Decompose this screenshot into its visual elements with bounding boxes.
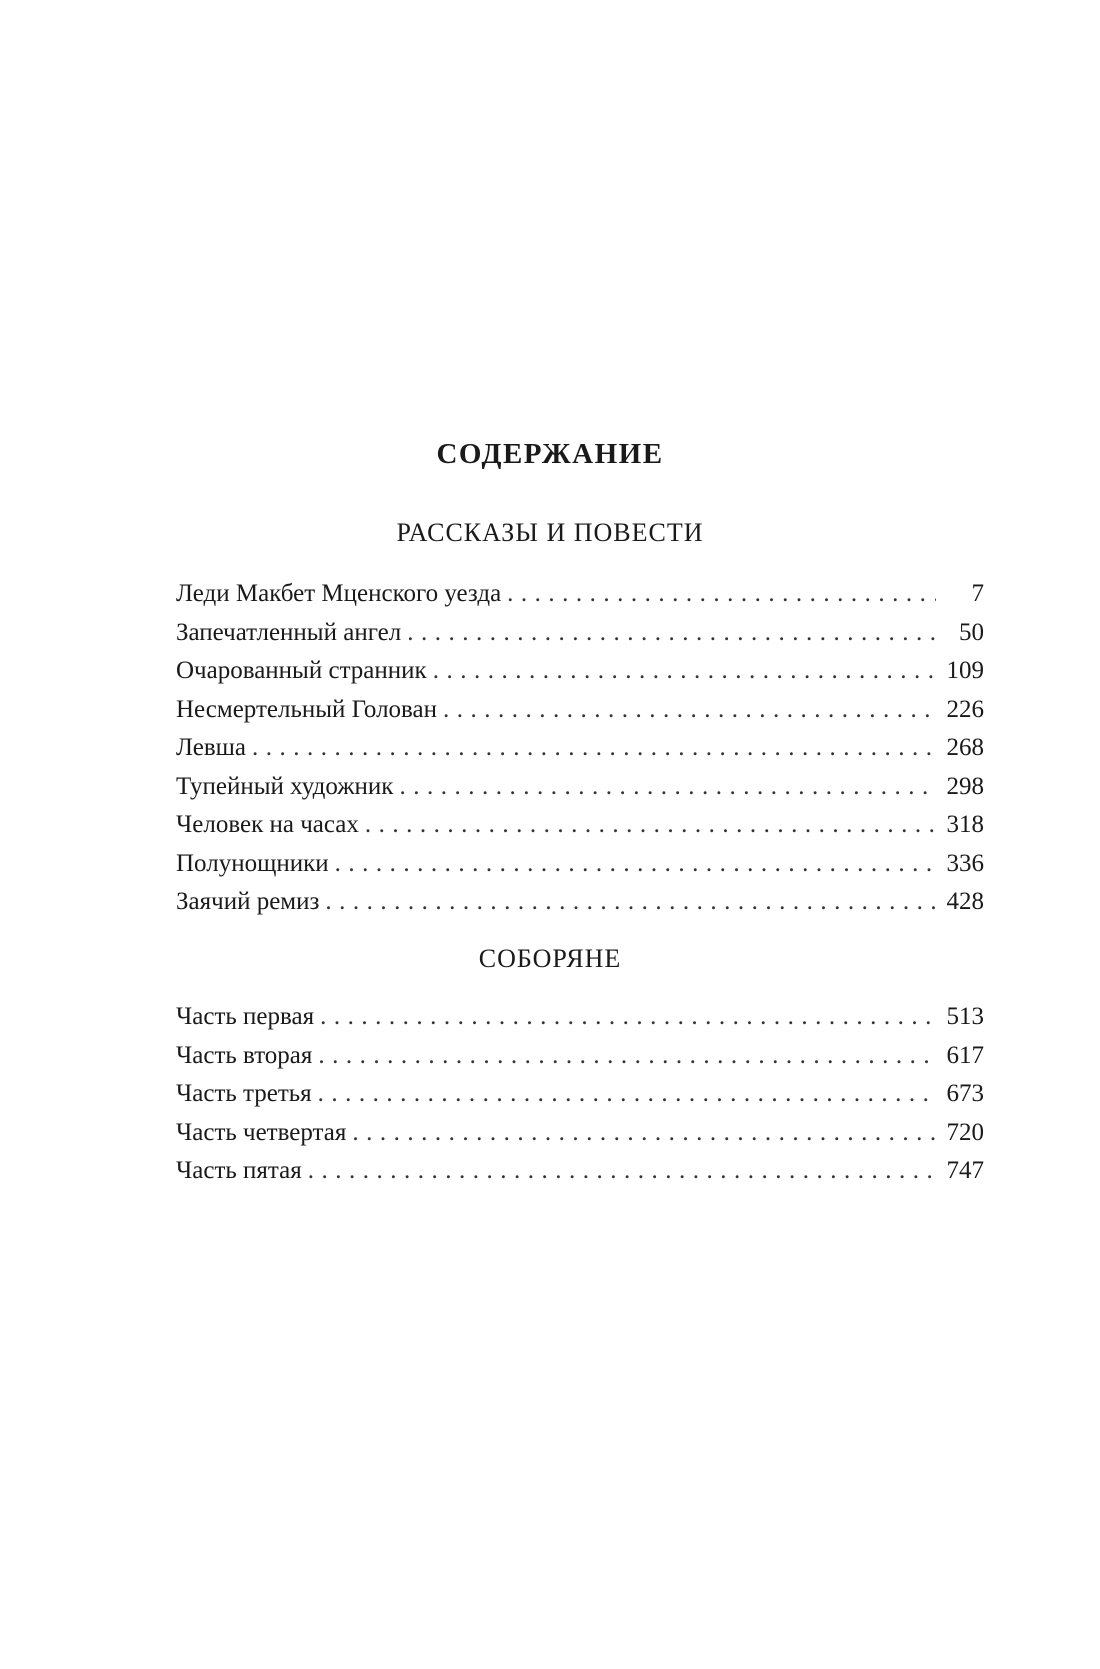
toc-entry-title: Часть пятая bbox=[176, 1157, 302, 1184]
toc-entry-title: Левша bbox=[176, 734, 247, 761]
toc-entry-title: Тупейный художник bbox=[176, 772, 394, 800]
toc-entry-title: Часть первая bbox=[176, 1003, 315, 1030]
dot-leader bbox=[329, 845, 936, 884]
toc-entry-page: 7 bbox=[971, 580, 984, 607]
toc-entry-page: 226 bbox=[946, 695, 984, 723]
dot-leader bbox=[427, 652, 936, 691]
toc-entry[interactable] bbox=[176, 1037, 984, 1076]
dot-leader bbox=[312, 1075, 936, 1114]
toc-entry-title: Запечатленный ангел bbox=[176, 618, 402, 646]
dot-leader bbox=[319, 883, 936, 922]
toc-entry-title: Часть третья bbox=[176, 1080, 312, 1107]
toc-entry[interactable] bbox=[176, 1114, 984, 1153]
toc-entry-title: Очарованный странник bbox=[176, 657, 427, 684]
toc-entry[interactable] bbox=[176, 1152, 984, 1191]
dot-leader bbox=[437, 691, 936, 730]
dot-leader bbox=[346, 1114, 936, 1153]
toc-entry-page: 513 bbox=[946, 1003, 984, 1030]
toc-entry-page: 268 bbox=[946, 734, 984, 761]
toc-entry-page: 747 bbox=[946, 1157, 984, 1184]
toc-entry-title: Человек на часах bbox=[176, 811, 359, 838]
toc-entry-page: 428 bbox=[946, 888, 984, 915]
toc-entry[interactable] bbox=[176, 652, 984, 691]
toc-entry[interactable] bbox=[176, 614, 984, 653]
toc-entry-title: Часть четвертая bbox=[176, 1118, 347, 1146]
toc-entry[interactable] bbox=[176, 883, 984, 922]
toc-entry[interactable] bbox=[176, 729, 984, 768]
dot-leader bbox=[246, 729, 936, 768]
toc-entry[interactable] bbox=[176, 691, 984, 730]
toc-entry-title: Несмертельный Голован bbox=[176, 695, 438, 723]
toc-entry-title: Часть вторая bbox=[176, 1041, 313, 1069]
section-heading-stories: РАССКАЗЫ И ПОВЕСТИ bbox=[396, 518, 704, 547]
toc-entry[interactable] bbox=[176, 575, 984, 614]
toc-entry[interactable] bbox=[176, 806, 984, 845]
toc-entry-page: 336 bbox=[946, 849, 984, 877]
toc-entry-page: 318 bbox=[946, 811, 984, 838]
toc-entry-title: Заячий ремиз bbox=[176, 888, 320, 915]
toc-entry-page: 673 bbox=[946, 1080, 984, 1107]
toc-list-stories bbox=[176, 575, 984, 922]
dot-leader bbox=[393, 768, 936, 807]
toc-entry-page: 109 bbox=[946, 657, 984, 684]
dot-leader bbox=[501, 575, 936, 614]
dot-leader bbox=[401, 614, 936, 653]
toc-entry[interactable] bbox=[176, 1075, 984, 1114]
page-title: СОДЕРЖАНИЕ bbox=[436, 438, 664, 470]
toc-entry-title: Леди Макбет Мценского уезда bbox=[176, 580, 502, 607]
dot-leader bbox=[312, 1037, 936, 1076]
dot-leader bbox=[359, 806, 936, 845]
toc-list-soboryane bbox=[176, 998, 984, 1191]
toc-entry-page: 50 bbox=[959, 618, 984, 646]
toc-entry[interactable] bbox=[176, 845, 984, 884]
toc-entry-page: 617 bbox=[946, 1041, 984, 1069]
dot-leader bbox=[302, 1152, 936, 1191]
toc-entry-page: 720 bbox=[946, 1118, 984, 1146]
section-heading-soboryane: СОБОРЯНЕ bbox=[478, 944, 622, 973]
toc-entry-title: Полунощники bbox=[176, 849, 329, 877]
toc-entry-page: 298 bbox=[946, 772, 984, 800]
toc-entry[interactable] bbox=[176, 998, 984, 1037]
dot-leader bbox=[314, 998, 936, 1037]
toc-entry[interactable] bbox=[176, 768, 984, 807]
